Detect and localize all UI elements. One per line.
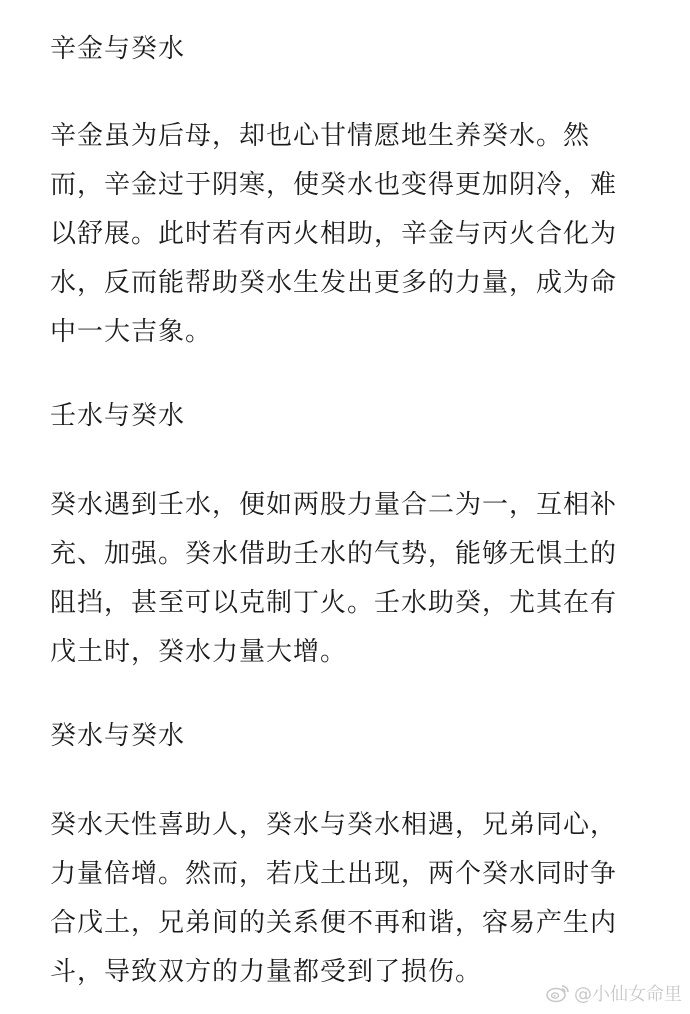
paragraph-line: 辛金虽为后母，却也心甘情愿地生养癸水。然	[50, 121, 591, 151]
section-heading: 壬水与癸水	[50, 401, 186, 431]
section-paragraph	[50, 481, 650, 677]
section-heading: 癸水与癸水	[50, 721, 186, 751]
weibo-logo-icon	[546, 983, 570, 1003]
paragraph-line: 充、加强。癸水借助壬水的气势，能够无惧土的	[50, 539, 618, 569]
paragraph-line: 而，辛金过于阴寒，使癸水也变得更加阴冷，难	[50, 170, 618, 200]
paragraph-line: 以舒展。此时若有丙火相助，辛金与丙火合化为	[50, 219, 618, 249]
paragraph-line: 戊土时，癸水力量大增。	[50, 637, 348, 667]
paragraph-line: 中一大吉象。	[50, 317, 213, 347]
paragraph-line: 斗，导致双方的力量都受到了损伤。	[50, 957, 483, 987]
paragraph-line: 阻挡，甚至可以克制丁火。壬水助癸，尤其在有	[50, 588, 618, 618]
section-paragraph	[50, 801, 650, 997]
paragraph-line: 合戊土，兄弟间的关系便不再和谐，容易产生内	[50, 908, 618, 938]
watermark-text: @小仙女命里	[574, 984, 682, 1005]
paragraph-line: 力量倍增。然而，若戊土出现，两个癸水同时争	[50, 859, 618, 889]
section-heading: 辛金与癸水	[50, 34, 186, 64]
section-paragraph	[50, 112, 650, 357]
paragraph-line: 水，反而能帮助癸水生发出更多的力量，成为命	[50, 268, 618, 298]
watermark	[546, 980, 682, 1006]
paragraph-line: 癸水天性喜助人，癸水与癸水相遇，兄弟同心，	[50, 810, 618, 840]
paragraph-line: 癸水遇到壬水，便如两股力量合二为一，互相补	[50, 490, 618, 520]
